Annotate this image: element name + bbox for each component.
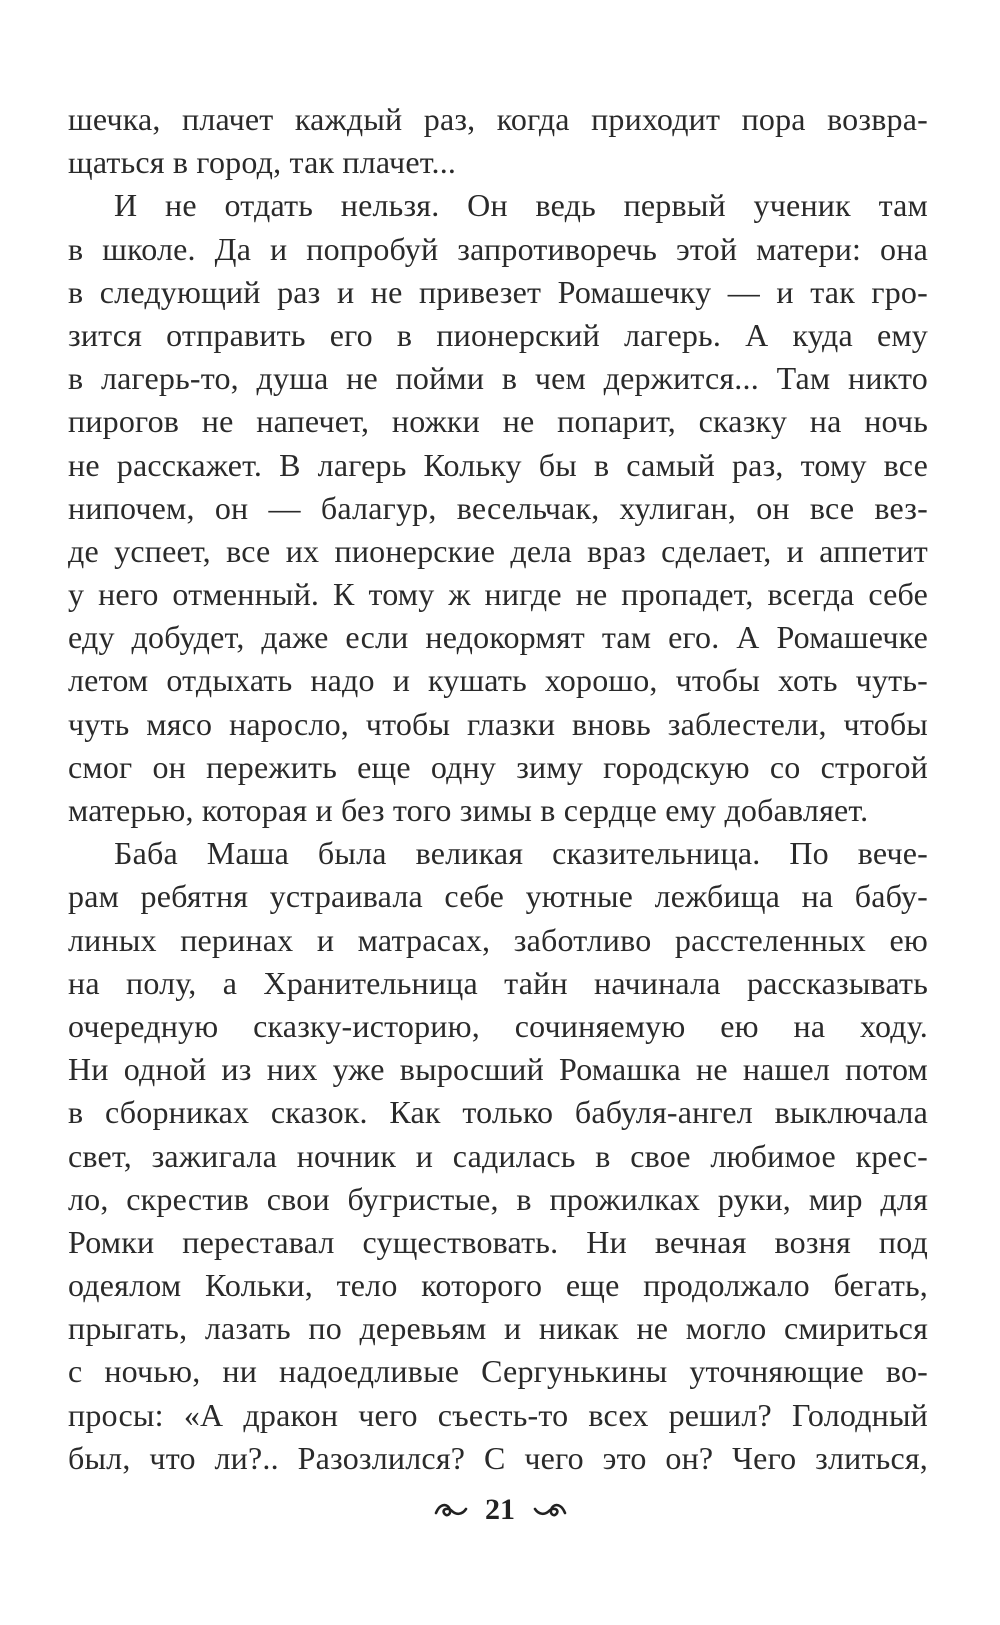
text-line: матерью, которая и без того зимы в сердце ему добавляет. bbox=[68, 792, 869, 828]
text-line: в сборниках сказок. Как только бабуля-ангел выключала bbox=[68, 1094, 928, 1131]
text-line: линых перинах и матрасах, заботливо расстеленных ею bbox=[68, 921, 928, 958]
text-line: Ромки переставал существовать. Ни вечная возня под bbox=[68, 1223, 928, 1260]
text-line: шечка, плачет каждый раз, когда приходит пора возвра- bbox=[68, 101, 928, 137]
text-line: ло, скрестив свои бугристые, в прожилках руки, мир для bbox=[68, 1180, 928, 1217]
text-line: смог он пережить еще одну зиму городскую со строгой bbox=[68, 748, 928, 785]
text-line: еду добудет, даже если недокормят там его. А Ромашечке bbox=[68, 619, 928, 656]
text-line: в следующий раз и не привезет Ромашечку — и так гро- bbox=[68, 273, 928, 310]
text-line: чуть мясо наросло, чтобы глазки вновь заблестели, чтобы bbox=[68, 705, 928, 742]
text-line: в лагерь-то, душа не пойми в чем держится... Там никто bbox=[68, 360, 928, 397]
text-line: просы: «А дракон чего съесть-то всех решил? Голодный bbox=[68, 1396, 928, 1433]
body-text bbox=[68, 98, 928, 1480]
text-line: одеялом Кольки, тело которого еще продолжало бегать, bbox=[68, 1267, 928, 1304]
text-line: Баба Маша была великая сказительница. По вече- bbox=[114, 835, 928, 872]
text-line: в школе. Да и попробуй запротиворечь этой матери: она bbox=[68, 230, 928, 267]
text-line: свет, зажигала ночник и садилась в свое любимое крес- bbox=[68, 1137, 928, 1174]
text-line: И не отдать нельзя. Он ведь первый ученик там bbox=[114, 187, 928, 224]
text-line: был, что ли?.. Разозлился? С чего это он? Чего злиться, bbox=[68, 1439, 928, 1476]
page-folio bbox=[0, 1488, 1000, 1530]
ornament-left-icon bbox=[434, 1499, 468, 1521]
text-line: де успеет, все их пионерские дела враз сделает, и аппетит bbox=[68, 532, 928, 569]
text-line: прыгать, лазать по деревьям и никак не могло смириться bbox=[68, 1310, 928, 1347]
ornament-right-icon bbox=[533, 1499, 567, 1521]
text-line: летом отдыхать надо и кушать хорошо, чтобы хоть чуть- bbox=[68, 662, 928, 699]
text-line: не расскажет. В лагерь Кольку бы в самый раз, тому все bbox=[68, 446, 928, 483]
page-number: 21 bbox=[485, 1493, 515, 1527]
text-line: с ночью, ни надоедливые Сергунькины уточняющие во- bbox=[68, 1353, 928, 1390]
text-line: зится отправить его в пионерский лагерь. А куда ему bbox=[68, 316, 928, 353]
text-line: пирогов не напечет, ножки не попарит, сказку на ночь bbox=[68, 403, 928, 440]
text-line: очередную сказку-историю, сочиняемую ею на ходу. bbox=[68, 1007, 928, 1044]
text-line: нипочем, он — балагур, весельчак, хулиган, он все вез- bbox=[68, 489, 928, 526]
text-line: на полу, а Хранительница тайн начинала рассказывать bbox=[68, 964, 928, 1001]
text-line: рам ребятня устраивала себе уютные лежбища на бабу- bbox=[68, 878, 928, 915]
text-line: у него отменный. К тому ж нигде не пропадет, всегда себе bbox=[68, 576, 928, 613]
text-line: щаться в город, так плачет... bbox=[68, 144, 457, 181]
text-line: Ни одной из них уже выросший Ромашка не нашел потом bbox=[68, 1051, 928, 1088]
